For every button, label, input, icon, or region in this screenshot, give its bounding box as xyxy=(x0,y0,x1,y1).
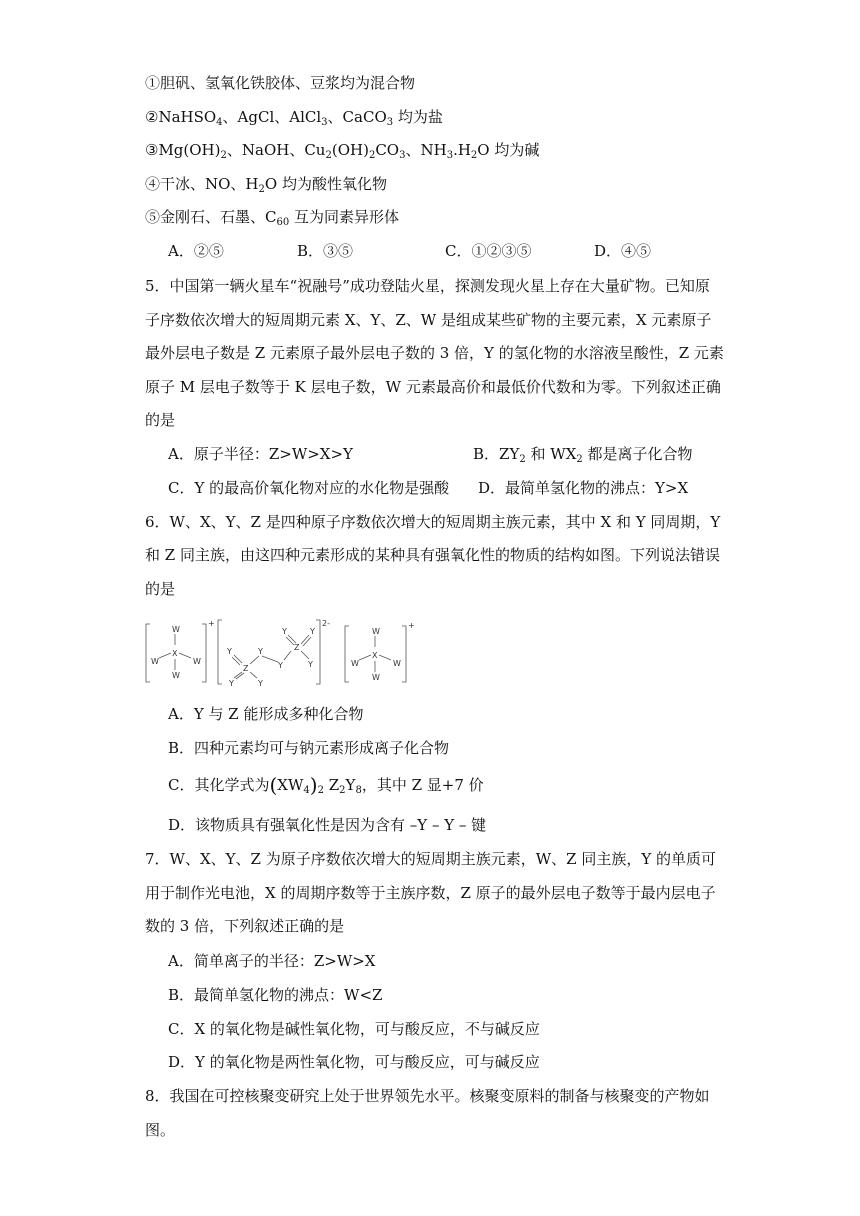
atom-w: W xyxy=(172,671,180,680)
statement-1: ①胆矾、氢氧化铁胶体、豆浆均为混合物 xyxy=(145,74,416,92)
q6-option-a[interactable]: A．Y 与 Z 能形成多种化合物 xyxy=(168,705,364,723)
atom-w: W xyxy=(372,673,380,682)
q6-line-1: 6．W、X、Y、Z 是四种原子序数依次增大的短周期主族元素，其中 X 和 Y 同周期，Y xyxy=(145,513,721,531)
atom-w: W xyxy=(372,627,380,636)
atom-y: Y xyxy=(308,660,313,669)
q5-option-b[interactable]: B．$ZY_2$ 和 $WX_2$ 都是离子化合物 xyxy=(473,445,693,465)
statement-4: ④干冰、NO、$H_2O$ 均为酸性氧化物 xyxy=(145,175,387,195)
q7-option-a[interactable]: A．简单离子的半径：Z>W>X xyxy=(168,952,376,970)
q6-line-3: 的是 xyxy=(145,580,176,598)
statement-5: ⑤金刚石、石墨、$C_{60}$ 互为同素异形体 xyxy=(145,208,399,228)
atom-w: W xyxy=(172,625,180,634)
q5-line-5: 的是 xyxy=(145,411,176,429)
q6-line-2: 和 Z 同主族，由这四种元素形成的某种具有强氧化性的物质的结构如图。下列说法错误 xyxy=(145,546,720,564)
q6-option-b[interactable]: B．四种元素均可与钠元素形成离子化合物 xyxy=(168,739,450,757)
atom-w: W xyxy=(351,659,359,668)
atom-x: X xyxy=(172,649,178,658)
charge-2-minus: 2- xyxy=(322,619,330,628)
q5-line-4: 原子 M 层电子数等于 K 层电子数，W 元素最高价和最低价代数和为零。下列叙述正确 xyxy=(145,378,721,396)
q7-line-2: 用于制作光电池，X 的周期序数等于主族序数，Z 原子的最外层电子数等于最内层电子 xyxy=(145,884,716,902)
atom-z: Z xyxy=(294,643,300,652)
q5-option-c[interactable]: C．Y 的最高价氧化物对应的水化物是强酸 xyxy=(168,479,450,497)
atom-x: X xyxy=(372,651,378,660)
q6-option-d[interactable]: D．该物质具有强氧化性是因为含有 –Y – Y – 键 xyxy=(168,816,487,834)
q5-option-a[interactable]: A．原子半径：Z>W>X>Y xyxy=(168,445,353,463)
q7-line-3: 数的 3 倍，下列叙述正确的是 xyxy=(145,917,345,935)
atom-z: Z xyxy=(243,664,249,673)
q5-line-3: 最外层电子数是 Z 元素原子最外层电子数的 3 倍，Y 的氢化物的水溶液呈酸性，Z 元素 xyxy=(145,344,724,362)
q4-option-b[interactable]: B．③⑤ xyxy=(297,242,354,260)
q7-option-b[interactable]: B．最简单氢化物的沸点：W<Z xyxy=(168,986,383,1004)
atom-y: Y xyxy=(227,647,232,656)
q5-option-d[interactable]: D．最简单氢化物的沸点：Y>X xyxy=(478,479,689,497)
q7-option-c[interactable]: C．X 的氧化物是碱性氧化物，可与酸反应，不与碱反应 xyxy=(168,1020,540,1038)
atom-w: W xyxy=(393,659,401,668)
atom-w: W xyxy=(193,657,201,666)
q7-option-d[interactable]: D．Y 的氧化物是两性氧化物，可与酸反应，可与碱反应 xyxy=(168,1053,540,1071)
atom-y: Y xyxy=(258,647,263,656)
charge-plus: + xyxy=(208,619,215,628)
q8-line-2: 图。 xyxy=(145,1121,176,1139)
q4-option-c[interactable]: C．①②③⑤ xyxy=(445,242,532,260)
q6-option-c[interactable]: C．其化学式为$(XW_4)_2$ $Z_2Y_8$，其中 Z 显+7 价 xyxy=(168,773,484,797)
atom-y: Y xyxy=(278,661,283,670)
q8-line-1: 8．我国在可控核聚变研究上处于世界领先水平。核聚变原料的制备与核聚变的产物如 xyxy=(145,1087,710,1105)
atom-w: W xyxy=(151,657,159,666)
q7-line-1: 7．W、X、Y、Z 为原子序数依次增大的短周期主族元素，W、Z 同主族，Y 的单质可 xyxy=(145,850,717,868)
statement-3: $③Mg(OH)_2$、NaOH、$Cu_2(OH)_2CO_3$、$NH_3.H_2O$ 均为碱 xyxy=(145,141,540,161)
q4-option-a[interactable]: A．②⑤ xyxy=(168,242,224,260)
atom-y: Y xyxy=(229,679,234,688)
atom-y: Y xyxy=(310,627,315,636)
ion-structure-figure xyxy=(144,618,424,690)
q5-line-2: 子序数依次增大的短周期元素 X、Y、Z、W 是组成某些矿物的主要元素，X 元素原子 xyxy=(145,311,712,329)
atom-y: Y xyxy=(282,627,287,636)
atom-y: Y xyxy=(258,679,263,688)
q5-line-1: 5．中国第一辆火星车“祝融号”成功登陆火星，探测发现火星上存在大量矿物。已知原 xyxy=(145,277,710,295)
charge-plus: + xyxy=(408,621,415,630)
statement-2: ②NaHSO$_4$、AgCl、AlCl$_3$、CaCO$_3$ 均为盐 xyxy=(145,108,443,128)
q4-option-d[interactable]: D．④⑤ xyxy=(594,242,652,260)
